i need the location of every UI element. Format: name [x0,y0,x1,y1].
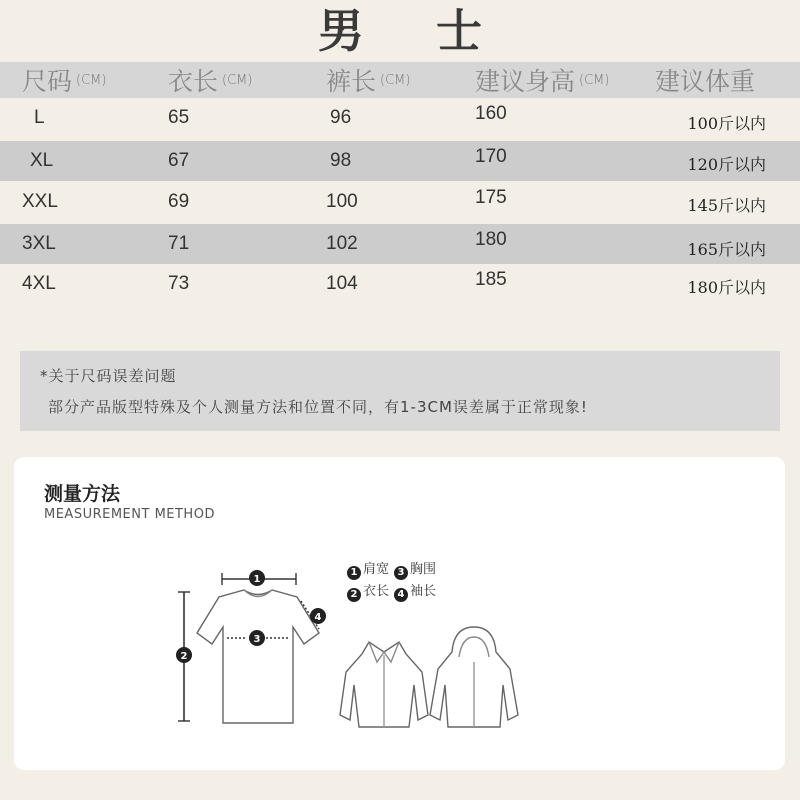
cell-length: 67 [168,150,190,171]
legend-label: 衣长 [363,584,390,599]
page-title: 男 士 [317,4,510,58]
size-error-note [20,351,780,431]
header-weight [655,62,755,98]
svg-text:4: 4 [314,612,322,623]
cell-length: 65 [168,107,190,128]
legend-number: 3 [394,566,408,580]
header-label: 建议身高 [475,67,576,96]
header-label: 建议体重 [655,67,756,96]
cell-weight: 180斤以内 [687,277,766,297]
legend-label: 肩宽 [363,562,390,577]
table-row [0,224,800,264]
cell-pants: 100 [326,191,358,212]
legend-label: 胸围 [410,562,437,577]
header-pants [326,62,410,98]
cell-weight: 120斤以内 [687,154,766,174]
cell-weight: 145斤以内 [687,195,766,215]
cell-pants: 102 [326,233,358,254]
legend-number: 2 [347,588,361,602]
cell-pants: 96 [330,107,352,128]
measurement-subtitle: MEASUREMENT METHOD [44,507,215,522]
cell-size: 3XL [22,233,56,254]
legend-label: 袖长 [410,584,437,599]
cell-height: 185 [475,269,507,290]
note-text: 部分产品版型特殊及个人测量方法和位置不同，有1-3CM误差属于正常现象! [48,398,588,416]
header-label: 尺码 [22,67,73,96]
garment-illustrations [14,457,785,770]
cell-pants: 104 [326,273,358,294]
cell-length: 71 [168,233,190,254]
table-row [0,141,800,181]
header-length [168,62,252,98]
svg-text:2: 2 [180,651,188,662]
cell-height: 180 [475,229,507,250]
header-label: 衣长 [168,67,219,96]
table-row [0,182,800,222]
cell-size: L [34,107,45,128]
cell-weight: 100斤以内 [687,113,766,133]
header-height [475,62,609,98]
svg-text:3: 3 [253,634,261,645]
measurement-title: 测量方法 [44,483,121,505]
header-unit: (CM) [222,72,253,88]
tshirt-icon [197,590,319,723]
header-unit: (CM) [579,72,610,88]
cell-length: 73 [168,273,190,294]
legend-number: 4 [394,588,408,602]
note-heading: *关于尺码误差问题 [40,367,177,385]
header-unit: (CM) [76,72,107,88]
cell-height: 170 [475,146,507,167]
cell-length: 69 [168,191,190,212]
table-row [0,98,800,138]
cell-height: 175 [475,187,507,208]
header-label: 裤长 [326,67,377,96]
table-row [0,264,800,304]
cell-pants: 98 [330,150,352,171]
cell-weight: 165斤以内 [687,239,766,259]
cell-height: 160 [475,103,507,124]
header-unit: (CM) [380,72,411,88]
table-header [0,62,800,98]
cell-size: XL [30,150,54,171]
svg-text:1: 1 [253,574,261,585]
header-size [22,62,106,98]
legend-number: 1 [347,566,361,580]
cell-size: XXL [22,191,58,212]
cell-size: 4XL [22,273,56,294]
measurement-card [14,457,785,770]
